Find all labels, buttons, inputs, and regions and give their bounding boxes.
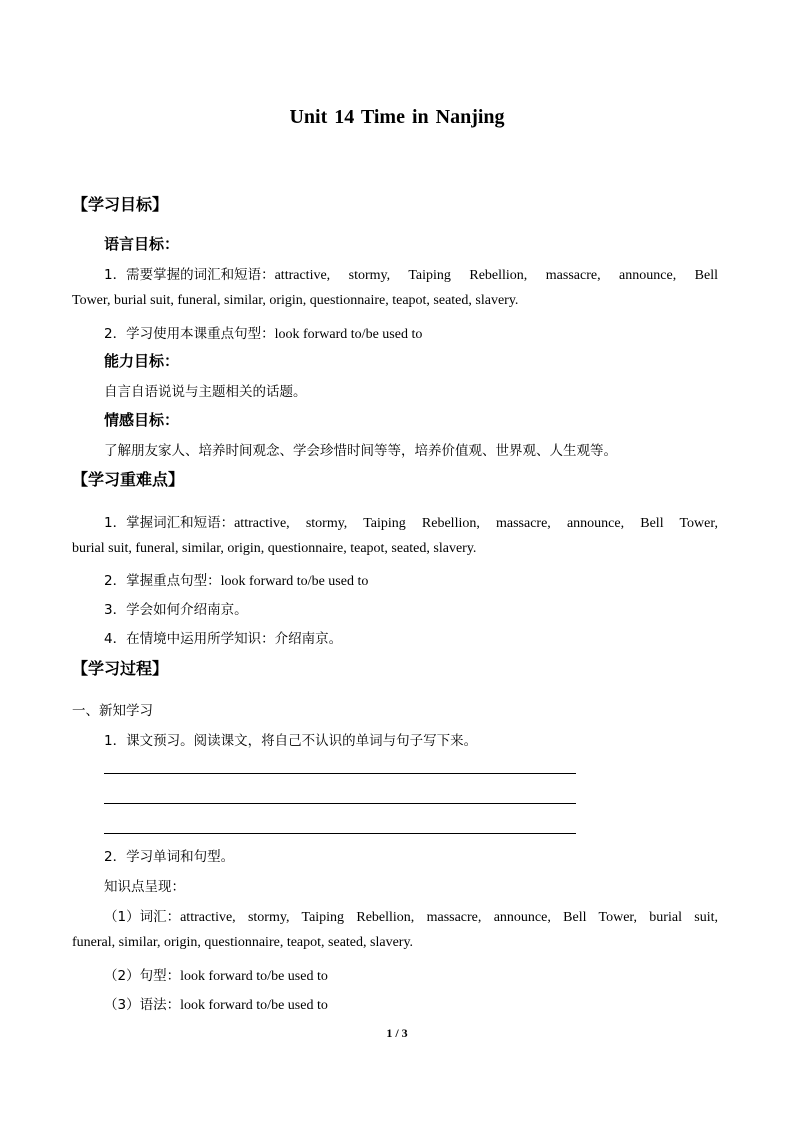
emotion-objectives-text: 了解朋友家人、培养时间观念、学会珍惜时间等等，培养价值观、世界观、人生观等。 xyxy=(104,443,617,459)
sentence-pattern-label: （2）句型： xyxy=(104,968,181,984)
grammar-line xyxy=(104,993,328,1014)
key-point-item-1-label: 1．掌握词汇和短语： xyxy=(104,515,235,531)
process-part-1: 一、新知学习 xyxy=(72,703,153,719)
objective-item-1-words: attractive, stormy, Taiping Rebellion, massacre, announce, Bell xyxy=(274,268,718,283)
objective-item-1-label: 1．需要掌握的词汇和短语： xyxy=(104,267,275,283)
process-heading: 【学习过程】 xyxy=(72,659,169,678)
page-title: Unit 14 Time in Nanjing xyxy=(289,106,505,128)
objective-item-2 xyxy=(104,322,422,343)
emotion-objectives-heading: 情感目标： xyxy=(104,411,180,429)
process-step-1: 1．课文预习。阅读课文，将自己不认识的单词与句子写下来。 xyxy=(104,733,478,749)
vocabulary-words: attractive, stormy, Taiping Rebellion, massacre, announce, Bell Tower, burial suit, xyxy=(180,910,718,925)
key-point-item-2-pattern: look forward to/be used to xyxy=(220,574,369,589)
ability-objectives-heading: 能力目标： xyxy=(104,352,180,370)
page-number: 1 / 3 xyxy=(386,1026,408,1040)
knowledge-points-label: 知识点呈现： xyxy=(104,879,185,895)
key-point-item-2-label: 2．掌握重点句型： xyxy=(104,573,221,589)
vocabulary-line-2: funeral, similar, origin, questionnaire, teapot, seated, slavery. xyxy=(72,935,414,950)
vocabulary-line-1 xyxy=(104,905,718,926)
grammar-text: look forward to/be used to xyxy=(180,998,328,1013)
objective-item-1-line-1 xyxy=(104,263,718,284)
answer-line xyxy=(104,833,576,834)
objectives-heading: 【学习目标】 xyxy=(72,195,169,214)
key-point-item-1-line-2: burial suit, funeral, similar, origin, questionnaire, teapot, seated, slavery. xyxy=(72,541,477,556)
language-objectives-heading: 语言目标： xyxy=(104,235,180,253)
answer-line xyxy=(104,803,576,804)
sentence-pattern-text: look forward to/be used to xyxy=(180,969,328,984)
key-points-heading: 【学习重难点】 xyxy=(72,470,185,489)
key-point-item-2 xyxy=(104,569,368,590)
answer-line xyxy=(104,773,576,774)
vocabulary-label: （1）词汇： xyxy=(104,909,181,925)
sentence-pattern-line xyxy=(104,964,328,985)
objective-item-2-pattern: look forward to/be used to xyxy=(274,327,423,342)
key-point-item-3: 3．学会如何介绍南京。 xyxy=(104,602,248,618)
key-point-item-1-words: attractive, stormy, Taiping Rebellion, massacre, announce, Bell Tower, xyxy=(234,516,718,531)
objective-item-2-label: 2．学习使用本课重点句型： xyxy=(104,326,275,342)
ability-objectives-text: 自言自语说说与主题相关的话题。 xyxy=(104,384,307,400)
objective-item-1-line-2: Tower, burial suit, funeral, similar, origin, questionnaire, teapot, seated, slavery. xyxy=(72,293,519,308)
process-step-2: 2．学习单词和句型。 xyxy=(104,849,235,865)
grammar-label: （3）语法： xyxy=(104,997,181,1013)
key-point-item-4: 4．在情境中运用所学知识：介绍南京。 xyxy=(104,631,343,647)
key-point-item-1-line-1 xyxy=(104,511,718,532)
